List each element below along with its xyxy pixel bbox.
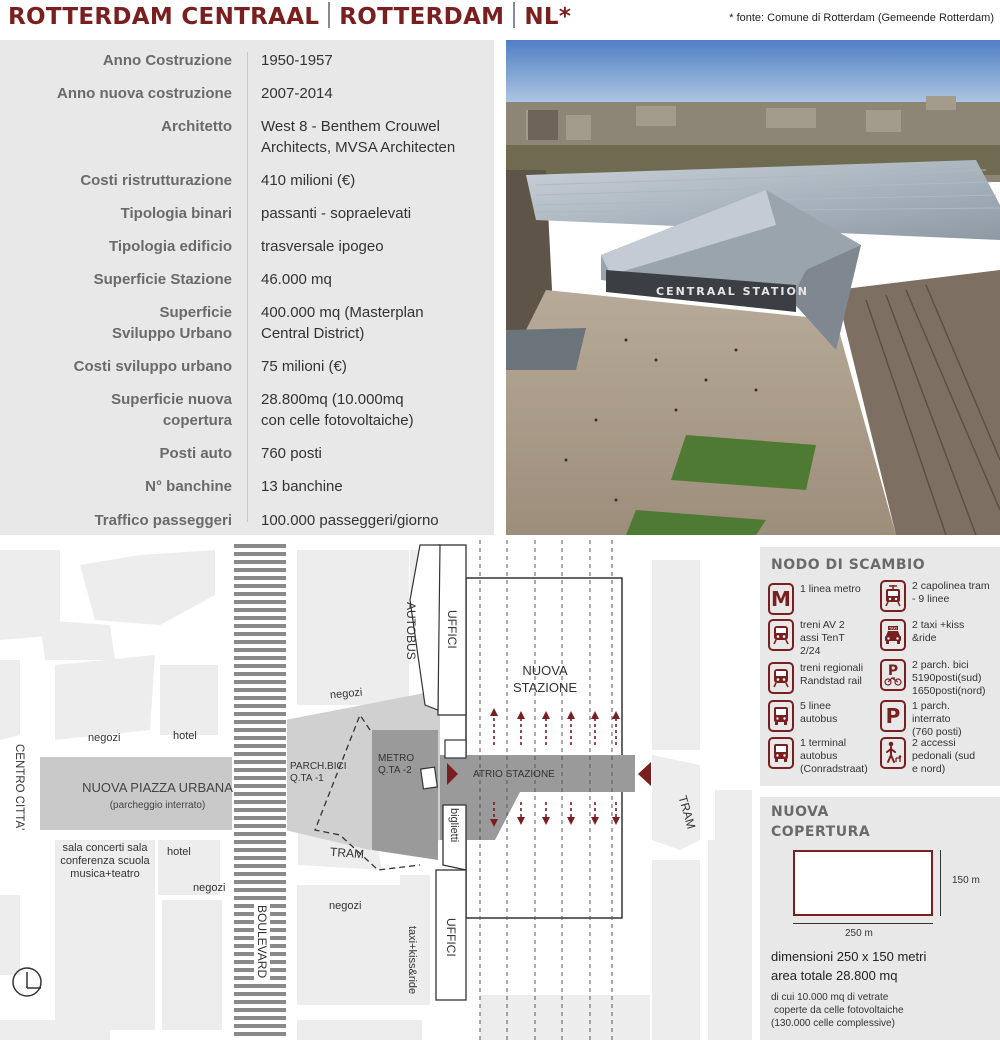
zebra-stripe bbox=[234, 984, 286, 988]
zebra-stripe bbox=[234, 584, 286, 588]
nodo-text: 1 terminal autobus (Conradstraat) bbox=[800, 737, 868, 775]
label-hotel: hotel bbox=[173, 730, 197, 742]
label-parch-bici: PARCH.BICI Q.TA -1 bbox=[290, 761, 347, 784]
nodo-item bbox=[880, 619, 972, 651]
label-atrio: ATRIO STAZIONE bbox=[473, 769, 555, 780]
info-divider bbox=[247, 52, 248, 522]
header bbox=[0, 0, 1000, 38]
info-label: Tipologia edificio bbox=[108, 238, 232, 255]
info-label: Anno Costruzione bbox=[102, 52, 232, 69]
zebra-stripe bbox=[234, 824, 286, 828]
zebra-stripe bbox=[234, 664, 286, 668]
info-value: 2007-2014 bbox=[261, 85, 333, 102]
zebra-stripe bbox=[234, 736, 286, 740]
zebra-stripe bbox=[234, 576, 286, 580]
info-label: Costi ristrutturazione bbox=[80, 172, 232, 189]
zebra-stripe bbox=[234, 648, 286, 652]
zebra-stripe bbox=[234, 768, 286, 772]
svg-text:P: P bbox=[887, 663, 899, 679]
nodo-title: NODO DI SCAMBIO bbox=[771, 557, 926, 573]
bike-parking-icon bbox=[880, 659, 906, 691]
zebra-stripe bbox=[234, 544, 286, 548]
label-negozi: negozi bbox=[329, 686, 363, 702]
roof-dimension-rect bbox=[793, 850, 933, 916]
nodo-item bbox=[768, 737, 875, 776]
bus-icon bbox=[768, 700, 794, 732]
zebra-stripe bbox=[234, 616, 286, 620]
nodo-item bbox=[880, 737, 982, 776]
roof-height-label: 150 m bbox=[952, 875, 980, 886]
train-icon bbox=[768, 619, 794, 651]
zebra-stripe bbox=[234, 1000, 286, 1004]
zebra-stripe bbox=[234, 728, 286, 732]
zebra-stripe bbox=[234, 640, 286, 644]
aerial-illustration bbox=[506, 40, 1000, 535]
title-station: ROTTERDAM CENTRAAL bbox=[8, 4, 320, 30]
zebra-stripe bbox=[234, 592, 286, 596]
parking-icon: P bbox=[880, 700, 906, 732]
metro-block bbox=[372, 730, 438, 860]
info-value: West 8 - Benthem Crouwel Architects, MVSA Architecten bbox=[261, 118, 456, 156]
zebra-stripe bbox=[234, 1024, 286, 1028]
zebra-stripe bbox=[234, 856, 286, 860]
info-label: Anno nuova costruzione bbox=[56, 85, 232, 102]
title-divider bbox=[513, 2, 515, 28]
roof-height-line bbox=[940, 850, 941, 916]
title-country: NL* bbox=[524, 4, 572, 30]
label-piazza-sub: (parcheggio interrato) bbox=[109, 800, 206, 811]
info-label: Superficie nuova copertura bbox=[111, 391, 232, 429]
zebra-stripe bbox=[234, 600, 286, 604]
tram-icon bbox=[880, 580, 906, 612]
label-piazza: NUOVA PIAZZA URBANA bbox=[82, 780, 233, 795]
zebra-stripe bbox=[234, 1016, 286, 1020]
page-title bbox=[8, 2, 571, 30]
label-autobus: AUTOBUS bbox=[404, 602, 418, 660]
zebra-stripe bbox=[234, 704, 286, 708]
station-aerial-photo bbox=[506, 40, 1000, 535]
label-taxi: taxi+kiss&ride bbox=[406, 926, 418, 995]
svg-text:TAXI: TAXI bbox=[889, 626, 897, 631]
site-plan-map bbox=[0, 540, 752, 1040]
label-biglietti: biglietti bbox=[448, 808, 460, 843]
info-label: Superficie Stazione bbox=[93, 271, 232, 288]
entrance-arrow-north-icon bbox=[638, 762, 651, 786]
info-value: passanti - sopraelevati bbox=[261, 205, 412, 222]
info-value: 400.000 mq (Masterplan Central District) bbox=[261, 304, 424, 342]
nuova-copertura-panel bbox=[760, 797, 1000, 1040]
nodo-item bbox=[880, 659, 997, 698]
zebra-stripe bbox=[234, 680, 286, 684]
label-negozi: negozi bbox=[193, 882, 226, 894]
station-sign: CENTRAAL STATION bbox=[656, 285, 810, 298]
zebra-stripe bbox=[234, 608, 286, 612]
title-city: ROTTERDAM bbox=[339, 4, 505, 30]
zebra-stripe bbox=[234, 880, 286, 884]
label-metro: METRO Q.TA -2 bbox=[378, 753, 415, 776]
zebra-stripe bbox=[234, 888, 286, 892]
train-icon bbox=[768, 662, 794, 694]
zebra-stripe bbox=[234, 776, 286, 780]
nodo-text: 2 accessi pedonali (sud e nord) bbox=[912, 737, 976, 775]
copertura-area: area totale 28.800 mq bbox=[771, 968, 898, 983]
label-sala: sala concerti sala conferenza scuola musica+teatro bbox=[60, 842, 150, 880]
info-value: 28.800mq (10.000mq con celle fotovoltaiche) bbox=[261, 391, 414, 429]
nodo-item bbox=[768, 583, 870, 615]
nodo-text: 1 parch. interrato (760 posti) bbox=[912, 700, 962, 738]
info-label: Posti auto bbox=[159, 445, 232, 462]
label-uffici-top: UFFICI bbox=[445, 610, 459, 649]
zebra-stripe bbox=[234, 752, 286, 756]
nodo-di-scambio-panel bbox=[760, 547, 1000, 786]
label-tram: TRAM bbox=[329, 844, 365, 862]
copertura-celle: (130.000 celle complessive) bbox=[771, 1018, 895, 1029]
info-value: 760 posti bbox=[261, 445, 322, 462]
zebra-stripe bbox=[234, 840, 286, 844]
nodo-text: 1 linea metro bbox=[800, 583, 861, 595]
info-panel bbox=[0, 40, 494, 535]
nodo-item bbox=[768, 662, 875, 694]
zebra-stripe bbox=[234, 568, 286, 572]
zebra-stripe bbox=[234, 864, 286, 868]
zebra-stripe bbox=[234, 832, 286, 836]
zebra-stripe bbox=[234, 672, 286, 676]
bus-icon bbox=[768, 737, 794, 769]
info-label: Tipologia binari bbox=[120, 205, 232, 222]
info-label: Traffico passeggeri bbox=[94, 512, 232, 529]
zebra-stripe bbox=[234, 848, 286, 852]
nodo-text: 5 linee autobus bbox=[800, 700, 838, 725]
zebra-stripe bbox=[234, 872, 286, 876]
nodo-item bbox=[768, 619, 860, 658]
nodo-item bbox=[880, 700, 967, 739]
roof-width-line bbox=[793, 923, 933, 924]
zebra-stripe bbox=[234, 816, 286, 820]
copertura-title: NUOVA COPERTURA bbox=[771, 804, 871, 840]
zebra-stripe bbox=[234, 712, 286, 716]
zebra-stripe bbox=[234, 560, 286, 564]
zebra-stripe bbox=[234, 896, 286, 900]
zebra-stripe bbox=[234, 720, 286, 724]
label-nuova-stazione: NUOVA STAZIONE bbox=[512, 663, 578, 695]
info-label: Superficie Sviluppo Urbano bbox=[112, 304, 232, 342]
zebra-stripe bbox=[234, 1008, 286, 1012]
nodo-text: 2 taxi +kiss &ride bbox=[912, 619, 965, 644]
zebra-stripe bbox=[234, 552, 286, 556]
info-value: 1950-1957 bbox=[261, 52, 333, 69]
nodo-item bbox=[880, 580, 992, 612]
label-negozi: negozi bbox=[329, 900, 362, 912]
zebra-stripe bbox=[234, 688, 286, 692]
metro-entrance bbox=[421, 767, 438, 789]
nodo-item bbox=[768, 700, 850, 732]
nodo-text: treni regionali Randstad rail bbox=[800, 662, 864, 687]
copertura-dimensioni: dimensioni 250 x 150 metri bbox=[771, 949, 927, 964]
taxi-icon bbox=[880, 619, 906, 651]
label-negozi: negozi bbox=[88, 732, 121, 744]
label-boulevard: BOULEVARD bbox=[254, 902, 270, 981]
info-label: Costi sviluppo urbano bbox=[73, 358, 232, 375]
zebra-stripe bbox=[234, 760, 286, 764]
title-divider bbox=[328, 2, 330, 28]
zebra-stripe bbox=[234, 992, 286, 996]
info-value: 410 milioni (€) bbox=[261, 172, 356, 189]
nodo-text: 2 parch. bici 5190posti(sud) 1650posti(nord) bbox=[912, 659, 986, 697]
label-uffici-bottom: UFFICI bbox=[444, 918, 458, 957]
nodo-text: 2 capolinea tram - 9 linee bbox=[912, 580, 990, 605]
zebra-stripe bbox=[234, 1032, 286, 1036]
copertura-fotovoltaiche: coperte da celle fotovoltaiche bbox=[774, 1005, 904, 1016]
info-value: 13 banchine bbox=[261, 478, 343, 495]
info-value: 75 milioni (€) bbox=[261, 358, 347, 375]
zebra-stripe bbox=[234, 656, 286, 660]
metro-icon: M bbox=[768, 583, 794, 615]
info-value: 100.000 passeggeri/giorno bbox=[261, 512, 439, 529]
pedestrian-icon bbox=[880, 737, 906, 769]
info-label: Architetto bbox=[161, 118, 232, 135]
label-tram: TRAM bbox=[675, 794, 699, 831]
label-hotel: hotel bbox=[167, 846, 191, 858]
source-note: * fonte: Comune di Rotterdam (Gemeende Rotterdam) bbox=[729, 12, 994, 24]
copertura-vetrate: di cui 10.000 mq di vetrate bbox=[771, 992, 889, 1003]
nodo-text: treni AV 2 assi TenT 2/24 bbox=[800, 619, 845, 657]
zebra-stripe bbox=[234, 624, 286, 628]
info-label: N° banchine bbox=[145, 478, 232, 495]
zebra-stripe bbox=[234, 696, 286, 700]
info-value: trasversale ipogeo bbox=[261, 238, 384, 255]
label-centro-citta: CENTRO CITTA' bbox=[13, 744, 25, 831]
zebra-stripe bbox=[234, 632, 286, 636]
zebra-stripe bbox=[234, 744, 286, 748]
info-value: 46.000 mq bbox=[261, 271, 332, 288]
new-station-outline bbox=[466, 578, 622, 918]
roof-width-label: 250 m bbox=[845, 928, 873, 939]
